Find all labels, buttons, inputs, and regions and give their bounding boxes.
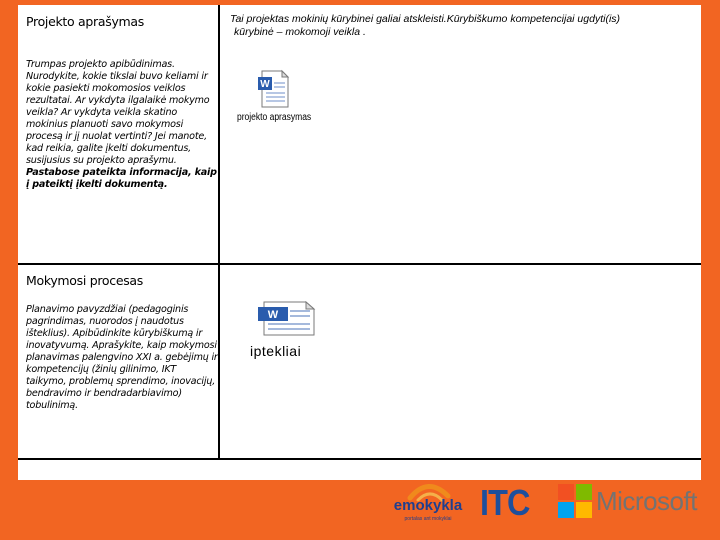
microsoft-logo-text: Microsoft xyxy=(596,486,697,516)
emokykla-logo-subtext: portalas ant mokyklai xyxy=(404,516,452,522)
answer-line-2: kūrybinė – mokomoji veikla . xyxy=(234,26,366,38)
itc-logo-text: ITC xyxy=(480,482,530,523)
answer-line-1: Tai projektas mokinių kūrybinei galiai atskleisti.Kūrybiškumo kompetencijai ugdyti(is) xyxy=(230,13,621,25)
project-description-answer xyxy=(230,13,690,39)
word-document-icon[interactable] xyxy=(256,69,292,113)
project-description-answer-cell xyxy=(220,5,701,265)
svg-text:W: W xyxy=(260,79,270,90)
document-sheet xyxy=(18,5,701,523)
attachment-label-project[interactable]: projekto aprasymas xyxy=(237,112,312,123)
learning-process-heading: Mokymosi procesas xyxy=(26,273,144,288)
content-table xyxy=(18,5,701,460)
emokykla-logo-text: emokykla xyxy=(393,497,463,514)
attachment-label-resources[interactable]: iptekliai xyxy=(250,343,302,359)
project-description-heading: Projekto aprašymas xyxy=(26,14,145,29)
learning-process-instructions: Planavimo pavyzdžiai (pedagoginis pagrindimas, nuorodos į naudotus išteklius). Apibūdinkite kūrybiškumą ir inovatyvumą. Aprašykite, kaip mokymosi planavimas palengvino XXI a. gebėjimų ir kompetencijų (žinių gilinimo, IKT taikymo, problemų sprendimo, inovacijų, bendravimo ir bendradarbiavimo) tobulinimą. xyxy=(26,304,218,411)
project-description-text: Trumpas projekto apibūdinimas. Nurodykite, kokie tikslai buvo keliami ir kokie pasiekti mokomosios veiklos rezultatai. Ar vykdyta ilgalaikė mokymo veikla? Ar vykdyta veikla skatino mokinius planuoti savo mokymosi procesą ir jį nuolat vertinti? Jei manote, kad reikia, galite įkelti dokumentus, susijusius su projekto aprašymu. xyxy=(26,59,210,166)
svg-text:W: W xyxy=(267,309,279,321)
emokykla-logo xyxy=(390,478,466,528)
microsoft-squares-icon xyxy=(558,484,592,518)
project-description-label-cell xyxy=(18,5,220,265)
microsoft-logo xyxy=(558,484,708,520)
learning-process-answer-cell xyxy=(220,265,701,460)
itc-logo xyxy=(480,483,546,523)
learning-process-label-cell xyxy=(18,265,220,460)
word-document-icon[interactable] xyxy=(256,301,320,341)
project-description-emphasis: Pastabose pateikta informacija, kaip į pateiktį įkelti dokumentą. xyxy=(26,167,217,190)
project-description-instructions xyxy=(26,59,218,191)
